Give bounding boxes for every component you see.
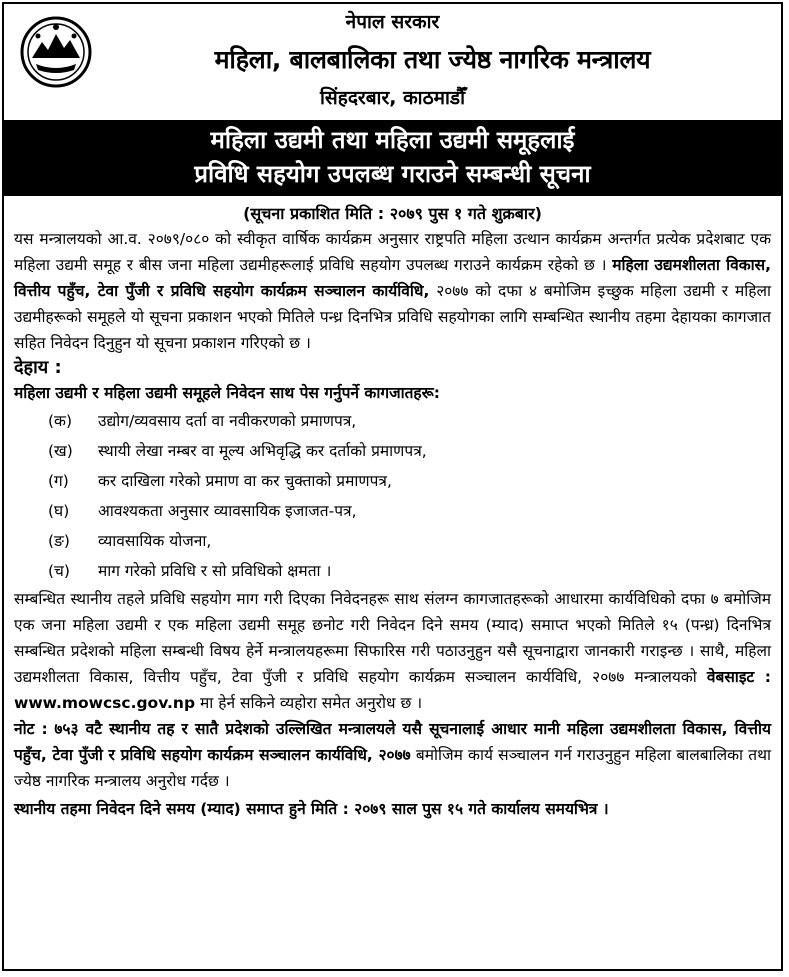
intro-paragraph [4, 226, 781, 356]
notice-title-line2: प्रविधि सहयोग उपलब्ध गराउने सम्बन्धी सूचना [194, 160, 591, 188]
intro-text-2: २०७७ को दफा ४ बमोजिम इच्छुक महिला उद्यमी र महिला उद्यमीहरूको समूहले यो सूचना प्रकाशन भएको मितिले पन्ध्र दिनभित्र प्रविधि सहयोगका लागि सम्बन्धित स्थानीय तहमा देहायका कागजात सहित निवेदन दिनुहुन यो सूचना प्रकाशन गरिएको छ । [14, 282, 771, 352]
intro-bold-procedure: महिला उद्यमशीलता विकास, वित्तीय पहुँच, टेवा पुँजी र प्रविधि सहयोग कार्यक्रम सञ्चालन कार्यविधि, [14, 256, 771, 300]
list-item [48, 526, 781, 556]
list-item-text: कर दाखिला गरेको प्रमाण वा कर चुक्ताको प्रमाणपत्र, [98, 472, 392, 490]
published-date: (सूचना प्रकाशित मिति : २०७९ पुस १ गते शुक्रबार) [243, 204, 542, 223]
list-item-text: स्थायी लेखा नम्बर वा मूल्य अभिवृद्धि कर दर्ताको प्रमाणपत्र, [98, 442, 427, 460]
list-item [48, 406, 781, 436]
closing-paragraph [4, 586, 781, 716]
website-link[interactable]: www.mowcsc.gov.np [14, 694, 196, 712]
closing-text: सम्बन्धित स्थानीय तहले प्रविधि सहयोग माग गरी दिएका निवेदनहरू साथ संलग्न कागजातहरूको आधारमा कार्यविधिको दफा ७ बमोजिम एक जना महिला उद्यमी र एक महिला उद्यमी समूह छनोट गरी निवेदन दिने समय (म्याद) समाप्त भएको मितिले १५ (पन्ध्र) दिनभित्र सम्बन्धित प्रदेशको महिला सम्बन्धी विषय हेर्ने मन्त्रालयहरूमा सिफारिस गरी पठाउनुहुन यसै सूचनाद्वारा जानकारी गराइन्छ । साथै, महिला उद्यमशीलता विकास, वित्तीय पहुँच, टेवा पुँजी र प्रविधि सहयोग कार्यक्रम सञ्चालन कार्यविधि, २०७७ मन्त्रालयको [14, 590, 771, 686]
intro-text-1: यस मन्त्रालयको आ.व. २०७९/०८० को स्वीकृत वार्षिक कार्यक्रम अनुसार राष्ट्रपति महिला उत्थान कार्यक्रम अन्तर्गत प्रत्येक प्रदेशबाट एक महिला उद्यमी समूह र बीस जना महिला उद्यमीहरूलाई प्रविधि सहयोग उपलब्ध गराउने कार्यक्रम रहेको छ । [14, 230, 771, 274]
notice-title-band [4, 120, 781, 196]
note-label: नोट : [14, 720, 48, 738]
list-marker: (क) [48, 412, 72, 430]
dehaya-label: देहाय : [14, 357, 62, 378]
list-marker: (घ) [48, 502, 70, 520]
closing-tail: मा हेर्न सकिने व्यहोरा समेत अनुरोध छ । [200, 694, 423, 712]
documents-list [4, 406, 781, 586]
note-text: बमोजिम कार्य सञ्चालन गर्न गराउनुहुन महिला बालबालिका तथा ज्येष्ठ नागरिक मन्त्रालय अनुरोध गर्दछ । [14, 746, 772, 790]
list-item [48, 436, 781, 466]
notice-frame [2, 2, 783, 971]
note-paragraph [4, 716, 781, 794]
government-name: नेपाल सरकार [345, 11, 440, 33]
list-marker: (च) [48, 562, 70, 580]
list-item-text: माग गरेको प्रविधि र सो प्रविधिको क्षमता । [98, 562, 332, 580]
notice-header [4, 4, 781, 120]
list-item-text: आवश्यकता अनुसार व्यावसायिक इजाजत-पत्र, [98, 502, 357, 520]
list-marker: (ग) [48, 472, 69, 490]
ministry-location: सिंहदरबार, काठमाडौँ [319, 87, 465, 109]
website-label: वेबसाइट : [706, 668, 771, 686]
list-item [48, 556, 781, 586]
list-item [48, 466, 781, 496]
list-marker: (ङ) [48, 532, 70, 550]
documents-heading: महिला उद्यमी र महिला उद्यमी समूहले निवेदन साथ पेस गर्नुपर्ने कागजातहरू: [14, 384, 440, 402]
list-item-text: उद्योग/व्यवसाय दर्ता वा नवीकरणको प्रमाणपत्र, [98, 412, 357, 430]
notice-title-line1: महिला उद्यमी तथा महिला उद्यमी समूहलाई [210, 126, 575, 154]
list-marker: (ख) [48, 442, 73, 460]
list-item-text: व्यावसायिक योजना, [98, 532, 212, 550]
deadline-line: स्थानीय तहमा निवेदन दिने समय (म्याद) समाप्त हुने मिति : २०७९ साल पुस १५ गते कार्यालय समयभित्र । [14, 800, 609, 818]
note-bold-text: ७५३ वटै स्थानीय तह र सातै प्रदेशको उल्लिखित मन्त्रालयले यसै सूचनालाई आधार मानी महिला उद्यमशीलता विकास, वित्तीय पहुँच, टेवा पुँजी र प्रविधि सहयोग कार्यक्रम सञ्चालन कार्यविधि, २०७७ [14, 720, 771, 764]
list-item [48, 496, 781, 526]
ministry-name: महिला, बालबालिका तथा ज्येष्ठ नागरिक मन्त्रालय [214, 45, 651, 74]
